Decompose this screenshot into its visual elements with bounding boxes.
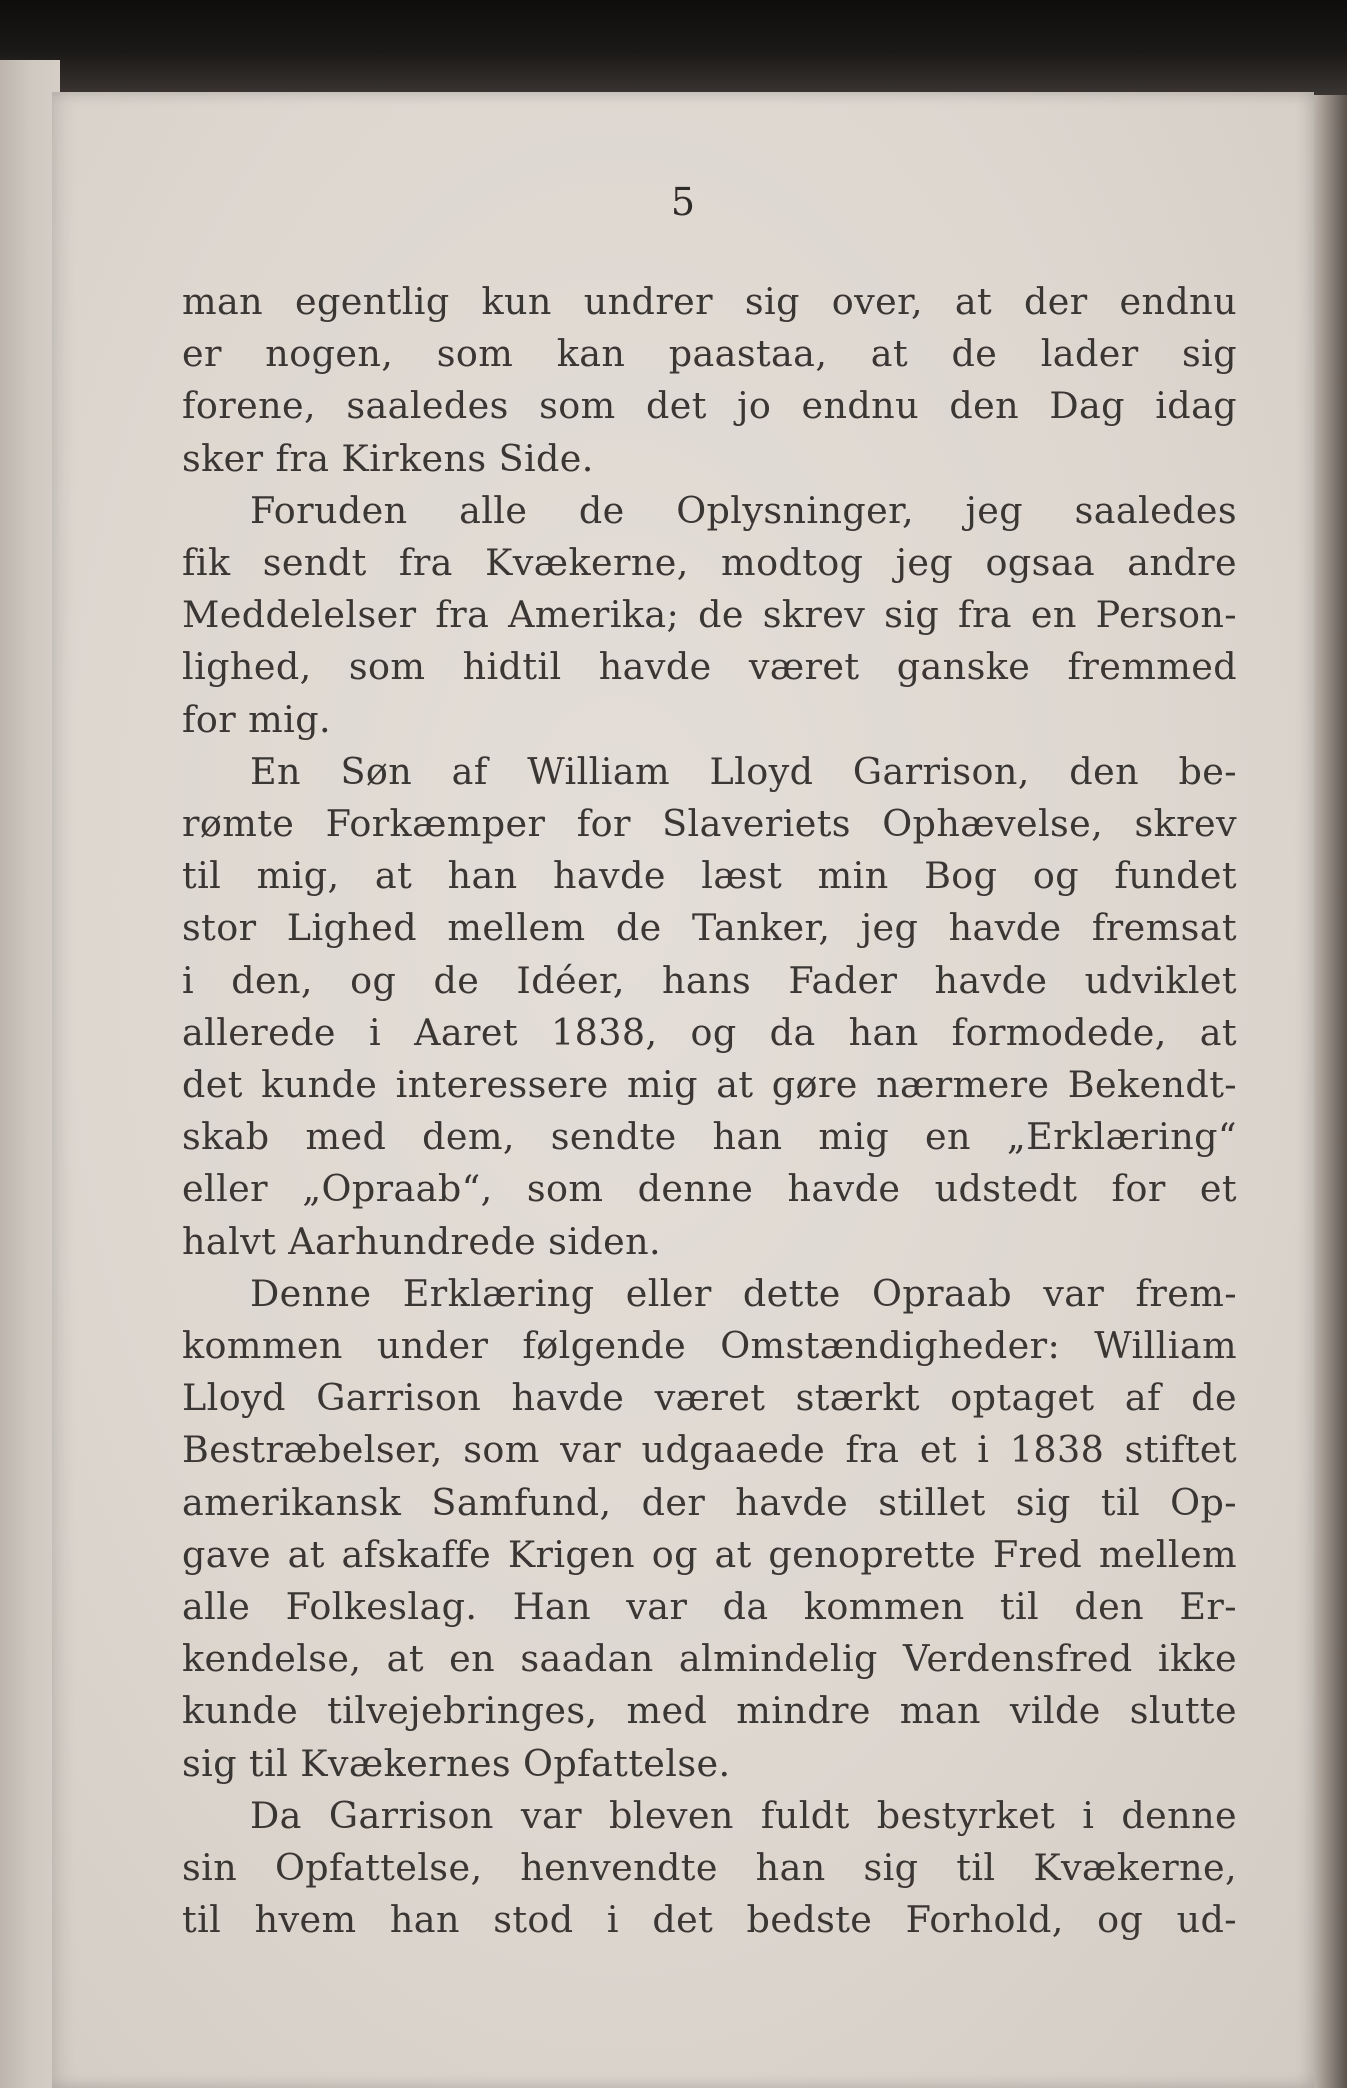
text-line: Da Garrison var bleven fuldt bestyrket i denne [250, 1793, 1237, 1837]
text-line: allerede i Aaret 1838, og da han formodede, at [182, 1010, 1237, 1054]
text-line: skab med dem, sendte han mig en „Erklæring“ [182, 1115, 1237, 1159]
text-line: forene, saaledes som det jo endnu den Dag idag [182, 384, 1237, 428]
text-line: Meddelelser fra Amerika; de skrev sig fra en Person- [182, 593, 1237, 637]
text-line: til mig, at han havde læst min Bog og fundet [182, 854, 1237, 898]
text-line: Lloyd Garrison havde været stærkt optaget af de [182, 1376, 1237, 1420]
text-line: man egentlig kun undrer sig over, at der endnu [182, 280, 1237, 323]
text-line: Foruden alle de Oplysninger, jeg saaledes [250, 488, 1237, 532]
text-line: er nogen, som kan paastaa, at de lader sig [182, 332, 1237, 376]
text-line: i den, og de Idéer, hans Fader havde udviklet [182, 958, 1237, 1002]
text-line: kunde tilvejebringes, med mindre man vilde slutte [182, 1689, 1237, 1733]
text-line: eller „Opraab“, som denne havde udstedt for et [182, 1167, 1237, 1211]
text-line: gave at afskaffe Krigen og at genoprette Fred mellem [182, 1532, 1237, 1576]
text-line: Bestræbelser, som var udgaaede fra et i 1838 stiftet [182, 1428, 1237, 1472]
text-line: lighed, som hidtil havde været ganske fremmed [182, 645, 1237, 689]
text-line: sker fra Kirkens Side. [182, 436, 594, 480]
text-line: for mig. [182, 697, 331, 741]
text-line: rømte Forkæmper for Slaveriets Ophævelse, skrev [182, 802, 1237, 846]
text-line: det kunde interessere mig at gøre nærmere Bekendt- [182, 1063, 1237, 1107]
text-line: kommen under følgende Omstændigheder: William [182, 1324, 1237, 1368]
text-line: En Søn af William Lloyd Garrison, den be- [250, 749, 1237, 793]
page-number: 5 [670, 180, 696, 224]
text-line: fik sendt fra Kvækerne, modtog jeg ogsaa andre [182, 541, 1237, 585]
book-page [52, 92, 1314, 2088]
text-line: til hvem han stod i det bedste Forhold, og ud- [182, 1898, 1237, 1942]
text-line: halvt Aarhundrede siden. [182, 1219, 661, 1263]
book-left-edge [0, 60, 60, 2088]
text-line: alle Folkeslag. Han var da kommen til den Er- [182, 1585, 1237, 1629]
text-line: sig til Kvækernes Opfattelse. [182, 1741, 731, 1785]
body-text [182, 276, 1237, 1947]
text-line: sin Opfattelse, henvendte han sig til Kvækerne, [182, 1846, 1237, 1890]
text-line: stor Lighed mellem de Tanker, jeg havde fremsat [182, 906, 1237, 950]
text-line: kendelse, at en saadan almindelig Verdensfred ikke [182, 1637, 1237, 1681]
book-top-edge [0, 0, 1347, 95]
text-line: amerikansk Samfund, der havde stillet sig til Op- [182, 1480, 1237, 1524]
text-line: Denne Erklæring eller dette Opraab var frem- [250, 1271, 1237, 1315]
